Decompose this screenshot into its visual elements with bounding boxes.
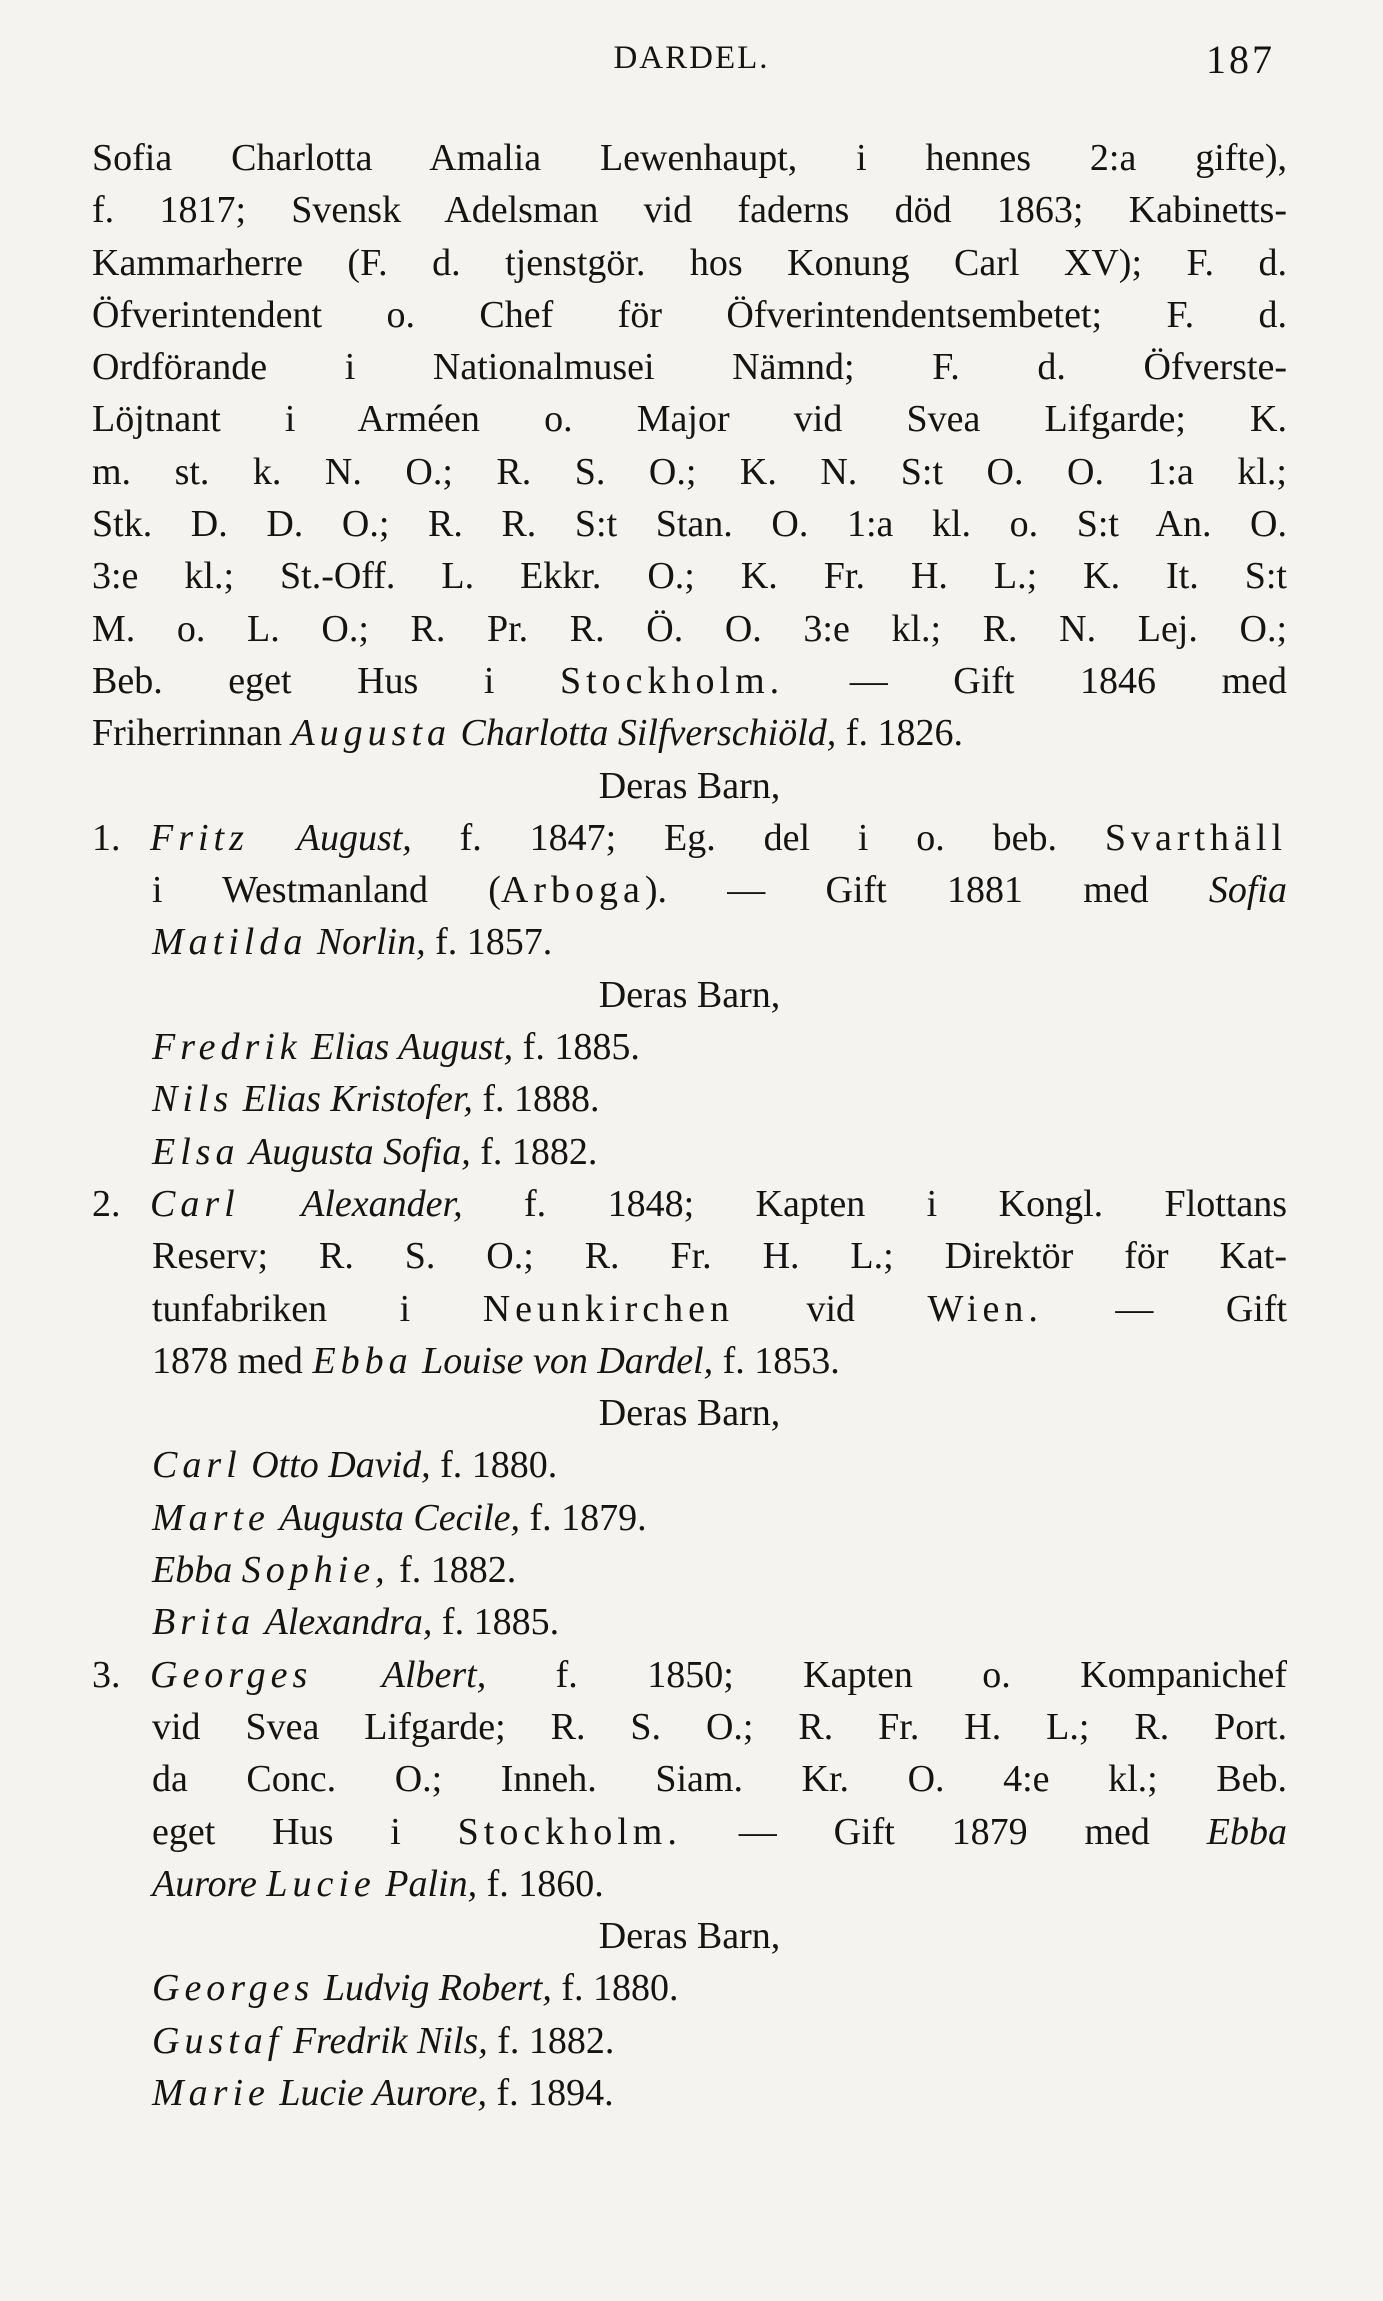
text-span: 1878 med [152,1339,303,1382]
spouse-name: Charlotta Silfverschiöld, [460,712,837,755]
spouse-name: Lucie [266,1862,376,1905]
text-line: m. st. k. N. O.; R. S. O.; K. N. S:t O. O. 1:a kl.; [92,450,1287,493]
grandchild-name: Ebba [152,1549,233,1592]
grandchild-name: Nils [152,1078,234,1121]
grandchild-line [92,1596,1287,1648]
section-heading: Deras Barn, [598,1392,781,1435]
child-name: Fritz [150,816,249,859]
text-line [92,1283,1287,1335]
grandchild-name: Lucie Aurore, [279,2071,487,2114]
page-number: 187 [1206,37,1275,82]
text-span: f. 1853. [722,1339,840,1382]
text-span: — Gift [1115,1287,1288,1330]
text-span: — Gift 1846 med [849,659,1287,702]
text-span: f. 1847; Eg. del i o. beb. [459,816,1057,859]
text-span: — Gift 1879 med [738,1810,1150,1853]
text-line: vid Svea Lifgarde; R. S. O.; R. Fr. H. L.; R. Port. [152,1705,1287,1748]
text-span: f. 1848; Kapten i Kongl. Flottans [524,1182,1288,1225]
section-heading: Deras Barn, [598,973,781,1016]
child-name: Georges [150,1653,313,1696]
grandchild-line [92,1962,1287,2014]
grandchild-line [92,2067,1287,2119]
grandchild-name: Georges [152,1967,315,2010]
child-name: Carl [150,1182,240,1225]
text-line: Öfverintendent o. Chef för Öfverintendentsembetet; F. d. [92,293,1287,336]
section-heading: Deras Barn, [598,764,781,807]
text-span: f. 1885. [522,1026,640,1069]
text-span: vid [806,1287,856,1330]
text-span: f. 1882. [497,2019,615,2062]
child-name: Albert, [381,1653,487,1696]
text-line: Stk. D. D. O.; R. R. S:t Stan. O. 1:a kl. o. S:t An. O. [92,503,1287,546]
text-line [92,916,1287,968]
text-line [92,1649,1287,1701]
grandchild-name: Marte [152,1496,270,1539]
text-span: ). — Gift 1881 med [644,869,1149,912]
entry-number: 3. [92,1653,121,1696]
text-span: f. 1857. [435,921,553,964]
place-name: Stockholm. [559,659,785,702]
text-line: Reserv; R. S. O.; R. Fr. H. L.; Direktör för Kat- [152,1235,1287,1278]
text-line [92,1178,1287,1230]
grandchild-name: Elias August, [311,1026,514,1069]
text-span: f. 1860. [486,1862,604,1905]
grandchild-name: Sophie, [241,1549,390,1592]
section-heading: Deras Barn, [598,1915,781,1958]
spouse-name: Augusta [291,712,452,755]
spouse-name: Norlin, [316,921,426,964]
text-span: f. 1894. [496,2071,614,2114]
text-line [92,655,1287,707]
text-span: tunfabriken i [152,1287,411,1330]
place-name: Wien. [927,1287,1043,1330]
spouse-name: Aurore [152,1862,257,1905]
running-header: DARDEL. [613,40,770,76]
text-line [92,1806,1287,1858]
text-span: f. 1879. [529,1496,647,1539]
grandchild-name: Augusta Sofia, [249,1130,471,1173]
spouse-name: Louise von Dardel, [422,1339,714,1382]
grandchild-line [92,1492,1287,1544]
text-span: f. 1885. [441,1601,560,1644]
place-name: Neunkirchen [482,1287,734,1330]
grandchild-name: Fredrik [152,1026,302,1069]
grandchild-name: Otto David, [251,1444,431,1487]
spouse-name: Palin, [385,1862,478,1905]
text-span: Friherrinnan [92,712,282,755]
grandchild-name: Brita [152,1601,256,1644]
grandchild-line [92,1126,1287,1178]
text-line [92,1335,1287,1387]
entry-number: 1. [92,816,121,859]
grandchild-name: Augusta Cecile, [279,1496,520,1539]
grandchild-line [92,1021,1287,1073]
entry-number: 2. [92,1182,121,1225]
grandchild-name: Fredrik Nils, [292,2019,488,2062]
place-name: Svarthäll [1104,816,1288,859]
grandchild-name: Carl [152,1444,242,1487]
place-name: Arboga [500,869,645,912]
text-line: 3:e kl.; St.-Off. L. Ekkr. O.; K. Fr. H. L.; K. It. S:t [92,555,1287,598]
grandchild-name: Elias Kristofer, [242,1078,473,1121]
grandchild-name: Ludvig Robert, [323,1967,552,2010]
text-span: f. 1888. [482,1078,600,1121]
text-line: f. 1817; Svensk Adelsman vid faderns död 1863; Kabinetts- [92,189,1287,232]
child-name: August, [296,816,412,859]
grandchild-name: Gustaf [152,2019,284,2062]
text-span: f. 1880. [440,1444,558,1487]
spouse-name: Matilda [152,921,308,964]
spouse-name: Ebba [1206,1810,1287,1853]
text-line: Sofia Charlotta Amalia Lewenhaupt, i hennes 2:a gifte), [92,137,1287,179]
text-span: f. 1882. [480,1130,598,1173]
spouse-name: Sofia [1208,869,1287,912]
text-span: i Westmanland ( [152,869,501,912]
grandchild-line [92,1073,1287,1125]
grandchild-line [92,1544,1287,1596]
text-line: da Conc. O.; Inneh. Siam. Kr. O. 4:e kl.; Beb. [152,1758,1287,1801]
grandchild-line [92,2015,1287,2067]
text-span: eget Hus i [152,1810,401,1853]
grandchild-name: Marie [152,2071,270,2114]
text-line [92,812,1287,864]
grandchild-line [92,1439,1287,1491]
page-body [92,132,1287,2119]
text-span: Beb. eget Hus i [92,659,495,702]
child-name: Alexander, [301,1182,463,1225]
spouse-name: Ebba [312,1339,413,1382]
text-line [92,864,1287,916]
text-line: Kammarherre (F. d. tjenstgör. hos Konung Carl XV); F. d. [92,241,1287,284]
text-span: f. 1882. [399,1549,517,1592]
text-line: Ordförande i Nationalmusei Nämnd; F. d. Öfverste- [92,346,1287,389]
text-span: f. 1850; Kapten o. Kompanichef [555,1653,1287,1696]
text-line [92,1858,1287,1910]
text-line: Löjtnant i Arméen o. Major vid Svea Lifgarde; K. [92,398,1287,441]
grandchild-name: Alexandra, [264,1601,433,1644]
text-line [92,707,1287,759]
place-name: Stockholm. [457,1810,682,1853]
text-span: f. 1826. [845,712,963,755]
grandchild-name: Elsa [152,1130,240,1173]
text-line: M. o. L. O.; R. Pr. R. Ö. O. 3:e kl.; R. N. Lej. O.; [92,607,1287,650]
text-span: f. 1880. [561,1967,679,2010]
